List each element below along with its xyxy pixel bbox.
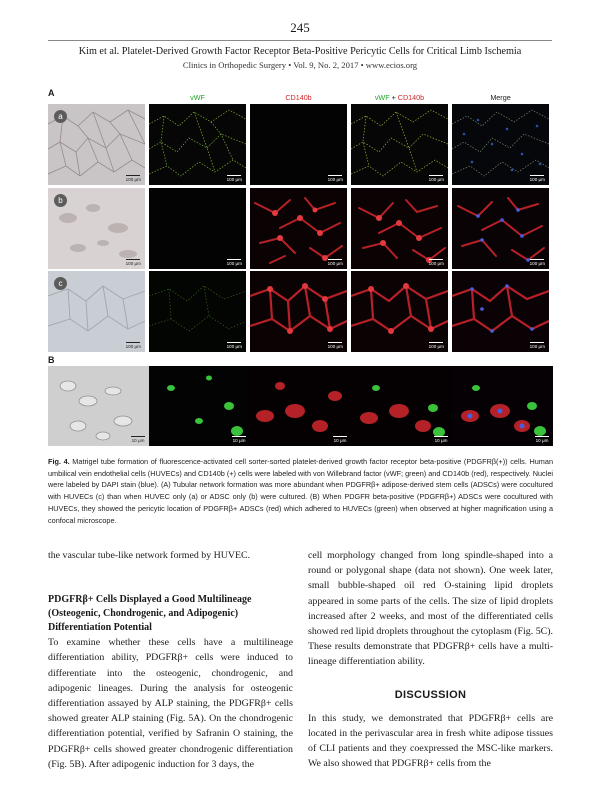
page-number: 245: [290, 20, 310, 35]
micrograph-c-merge: [452, 271, 549, 352]
row-label-c: c: [54, 277, 67, 290]
running-title: Kim et al. Platelet-Derived Growth Factor Receptor Beta-Positive Pericytic Cells for Critical Limb Ischemia: [78, 46, 522, 57]
col-header-merge: Merge: [490, 93, 511, 102]
micrograph-b-confocal-vwf: [149, 366, 250, 446]
scale-bar: 10 μm: [333, 438, 347, 443]
micrograph-b-cd140b: [250, 188, 347, 269]
row-label-b: b: [54, 194, 67, 207]
caption-label: Fig. 4.: [48, 457, 70, 466]
scale-bar: 100 μm: [226, 344, 242, 349]
col-header-cd140b: CD140b: [285, 93, 312, 102]
scale-bar: 10 μm: [232, 438, 246, 443]
scale-bar: 100 μm: [226, 261, 242, 266]
micrograph-b-merge: [452, 188, 549, 269]
micrograph-c-cd140b: [250, 271, 347, 352]
header-rule: [48, 40, 552, 41]
col-header-vwf-cd140b: vWF + CD140b: [374, 93, 425, 102]
scale-bar: 100 μm: [327, 344, 343, 349]
left-intro: the vascular tube-like network formed by HUVEC.: [48, 550, 251, 561]
caption-text: Matrigel tube formation of fluorescence-activated cell sorter-sorted platelet-derived growth factor receptor beta-positive (PDGFRβ(+)) cells. Human umbilical vein endothelial cells (HUVECs) and CD140b (+) cells were labeled with von Willebrand factor (vWF; green) and CD140b (red), respectively. Nuclei were labeled by DAPI stain (blue). (A) Tubular network formation was more abundant when PDGFRβ+ adipose-derived stem cells (ADSCs) were cocultured with HUVECs (c) than when HUVEC only (a) or ADSC only (b) were cultured. (B) When PDGFR beta-positive (PDGFRβ+) ADSCs were cocultured with HUVECs, they showed the pericytic location of PDGFRβ+ ADSCs (red) which adhered to HUVECs (green) when observed at higher magnification using a confocal microscope.: [48, 457, 553, 525]
left-column: [48, 548, 293, 772]
scale-bar: 100 μm: [428, 261, 444, 266]
micrograph-a-brightfield: [48, 104, 145, 185]
discussion-body: In this study, we demonstrated that PDGFRβ+ cells are located in the perivascular area in fresh white adipose tissues of CLI patients and they coexpressed the MSC-like markers. We also showed that PDGFRβ+ cells from the: [308, 712, 553, 770]
micrograph-b-confocal-brightfield: [48, 366, 149, 446]
micrograph-a-merge: [452, 104, 549, 185]
micrograph-b-confocal-vwf-cd140b: [351, 366, 452, 446]
scale-bar: 100 μm: [428, 344, 444, 349]
micrograph-b-vwf-cd140b: [351, 188, 448, 269]
micrograph-a-vwf: [149, 104, 246, 185]
panel-a-label: A: [48, 88, 55, 98]
micrograph-c-brightfield: [48, 271, 145, 352]
scale-bar: 10 μm: [535, 438, 549, 443]
scale-bar: 100 μm: [125, 344, 141, 349]
col-header-vwf: vWF: [190, 93, 205, 102]
left-body: To examine whether these cells have a multilineage differentiation ability, PDGFRβ+ cells were induced to differentiate into the osteogenic, chondrogenic, and adipogenic lineages. During the analysis for osteogenic differentiation assayed by ALP staining, the PDGFRβ+ cells showed greater ALP staining (Fig. 5A). On the chondrogenic differentiation potential, verified by Safranin O staining, the PDGFRβ+ cells showed greater chondrogenic differentiation (Fig. 5B). After adipogenic induction for 3 days, the: [48, 637, 293, 770]
scale-bar: 10 μm: [131, 438, 145, 443]
row-label-a: a: [54, 110, 67, 123]
scale-bar: 10 μm: [434, 438, 448, 443]
scale-bar: 100 μm: [226, 177, 242, 182]
micrograph-a-vwf-cd140b: [351, 104, 448, 185]
micrograph-b-confocal-merge: [452, 366, 553, 446]
scale-bar: 100 μm: [428, 177, 444, 182]
scale-bar: 100 μm: [125, 177, 141, 182]
scale-bar: 100 μm: [327, 177, 343, 182]
micrograph-c-vwf-cd140b: [351, 271, 448, 352]
figure-caption: [48, 456, 553, 526]
section-heading-multilineage: PDGFRβ+ Cells Displayed a Good Multilineage (Osteogenic, Chondrogenic, and Adipogenic) Differentiation Potential: [48, 594, 252, 634]
discussion-heading: DISCUSSION: [394, 688, 467, 701]
micrograph-b-vwf: [149, 188, 246, 269]
scale-bar: 100 μm: [327, 261, 343, 266]
scale-bar: 100 μm: [125, 261, 141, 266]
scale-bar: 100 μm: [529, 344, 545, 349]
running-journal: Clinics in Orthopedic Surgery • Vol. 9, No. 2, 2017 • www.ecios.org: [182, 60, 418, 70]
micrograph-b-confocal-cd140b: [250, 366, 351, 446]
micrograph-b-brightfield: [48, 188, 145, 269]
right-column: [308, 548, 553, 772]
panel-b-label: B: [48, 355, 55, 365]
micrograph-c-vwf: [149, 271, 246, 352]
right-body: cell morphology changed from long spindle-shaped into a round or polygonal shape (data not shown). One week later, small bubble-shaped oil red O-staining lipid droplets appeared in some parts of the cells. The size of lipid droplets increased after 2 weeks, and most of the differentiated cells showed red lipid droplets throughout the cytoplasm (Fig. 5C). These results demonstrate that PDGFRβ+ cells have a multi-lineage differentiation ability.: [308, 550, 553, 668]
micrograph-a-cd140b: [250, 104, 347, 185]
scale-bar: 100 μm: [529, 177, 545, 182]
scale-bar: 100 μm: [529, 261, 545, 266]
